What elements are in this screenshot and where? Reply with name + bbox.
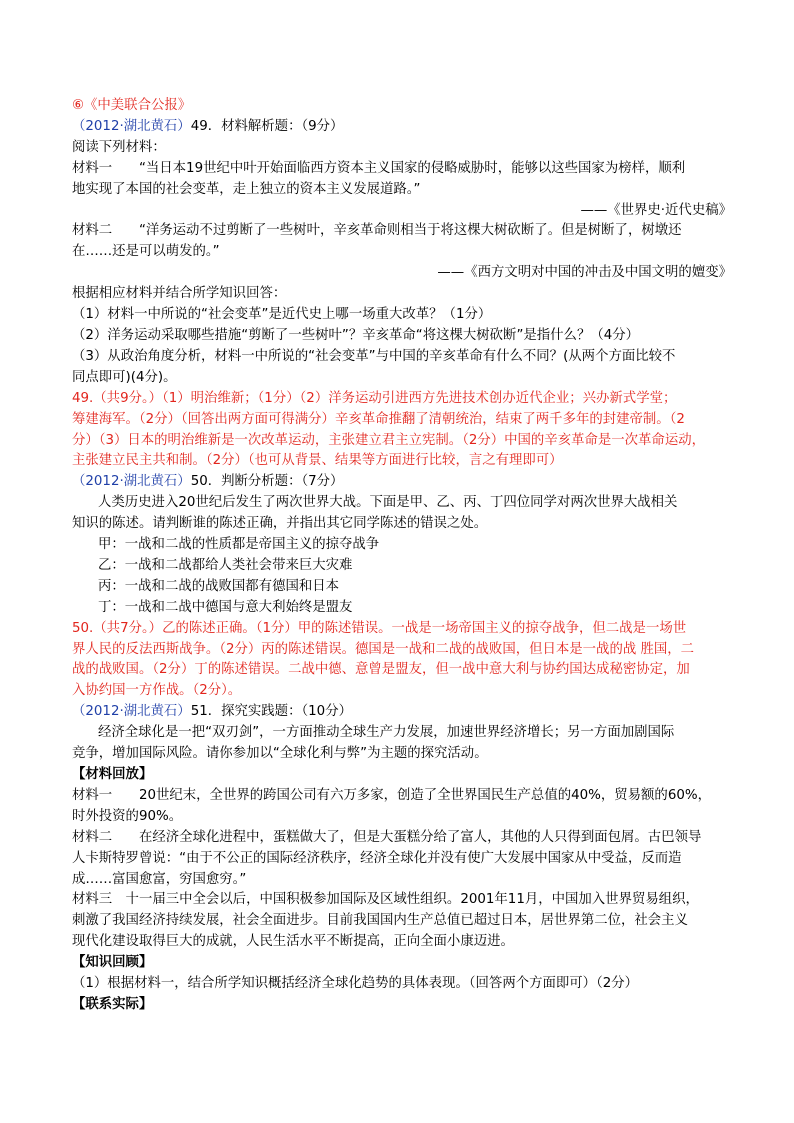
q51-stem-line2: 竞争，增加国际风险。请你参加以“全球化利与弊”为主题的探究活动。: [72, 746, 488, 762]
q49-material2-citation: ——《西方文明对中国的冲击及中国文明的嬗变》: [437, 265, 732, 281]
q49-subquestion-3-line1: （3）从政治角度分析，材料一中所说的“社会变革”与中国的辛亥革命有什么不同？(从两个方面比较不: [72, 348, 676, 364]
q50-title: 50．判断分析题：（7分）: [190, 474, 344, 490]
q49-source: （2012·湖北黄石）: [72, 118, 191, 134]
q50-answer-line4: 入协约国一方作战。（2分）。: [72, 683, 242, 699]
q50-source: （2012·湖北黄石）: [72, 474, 191, 490]
q49-material1-line1: 材料一 “当日本19世纪中叶开始面临西方资本主义国家的侵略威胁时，能够以这些国家为榜样，顺利: [72, 160, 686, 176]
q51-knowledge-question-1: （1）根据材料一，结合所学知识概括经济全球化趋势的具体表现。（回答两个方面即可）（2分）: [72, 976, 639, 992]
document-page: [72, 96, 732, 1016]
q51-material1-line2: 时外投资的90%。: [72, 808, 183, 824]
q51-heading-material: 【材料回放】: [72, 767, 153, 782]
q50-answer-line2: 界人民的反法西斯战争。（2分）丙的陈述错误。德国是一战和二战的战败国，但日本是一战的战 胜国，二: [72, 641, 695, 657]
q50-stem-line1: 人类历史进入20世纪后发生了两次世界大战。下面是甲、乙、丙、丁四位同学对两次世界大战相关: [98, 495, 678, 511]
q49-subquestion-1: （1）材料一中所说的“社会变革”是近代史上哪一场重大改革？（1分）: [72, 307, 492, 323]
q51-material3-line3: 现代化建设取得巨大的成就，人民生活水平不断提高，正向全面小康迈进。: [72, 934, 514, 950]
q51-heading-practice: 【联系实际】: [72, 996, 153, 1012]
q51-material2-line1: 材料二 在经济全球化进程中，蛋糕做大了，但是大蛋糕分给了富人，其他的人只得到面包屑。古巴领导: [72, 829, 702, 845]
q50-answer-line1: 50.（共7分。）乙的陈述正确。（1分）甲的陈述错误。一战是一场帝国主义的掠夺战争，但二战是一场世: [72, 620, 687, 636]
q51-material3-line1: 材料三 十一届三中全会以后，中国积极参加国际及区域性组织。2001年11月，中国加入世界贸易组织，: [72, 892, 699, 908]
q50-statement-jia: 甲：一战和二战的性质都是帝国主义的掠夺战争: [98, 537, 380, 553]
q49-material1-line2: 地实现了本国的社会变革，走上独立的资本主义发展道路。”: [72, 181, 421, 197]
q49-answer-line3: 分）（3）日本的明治维新是一次改革运动，主张建立君主立宪制。（2分）中国的辛亥革命是一次革命运动，: [72, 432, 705, 448]
q49-answer-line4: 主张建立民主共和制。（2分）（也可从背景、结果等方面进行比较，言之有理即可）: [72, 453, 563, 469]
q49-subquestion-2: （2）洋务运动采取哪些措施“剪断了一些树叶”？辛亥革命“将这棵大树砍断”是指什么？（4分）: [72, 327, 640, 343]
q51-title: 51．探究实践题：（10分）: [190, 704, 352, 720]
q49-subquestion-3-line2: 同点即可)(4分)。: [72, 369, 177, 385]
q49-prompt: 根据相应材料并结合所学知识回答：: [72, 286, 287, 302]
q51-material3-line2: 刺激了我国经济持续发展，社会全面进步。目前我国国内生产总值已超过日本，居世界第二位，社会主义: [72, 913, 688, 929]
q49-title: 49．材料解析题：（9分）: [190, 118, 344, 134]
section-title: ⑥《中美联合公报》: [72, 98, 192, 113]
q51-material2-line2: 人卡斯特罗曾说：“由于不公正的国际经济秩序，经济全球化并没有使广大发展中国家从中受益，反而造: [72, 850, 682, 866]
q51-header: [72, 702, 732, 723]
q49-material2-line2: 在……还是可以萌发的。”: [72, 244, 220, 260]
q49-material2-line1: 材料二 “洋务运动不过剪断了一些树叶，辛亥革命则相当于将这棵大树砍断了。但是树断了，树墩还: [72, 223, 682, 239]
q50-stem-line2: 知识的陈述。请判断谁的陈述正确，并指出其它同学陈述的错误之处。: [72, 516, 488, 532]
q51-stem-line1: 经济全球化是一把“双刃剑”，一方面推动全球生产力发展，加速世界经济增长；另一方面加剧国际: [98, 725, 675, 741]
q50-header: [72, 472, 732, 493]
q51-heading-knowledge: 【知识回顾】: [72, 955, 153, 971]
q49-intro: 阅读下列材料：: [72, 139, 166, 155]
q51-source: （2012·湖北黄石）: [72, 704, 191, 720]
q51-material2-line3: 成……富国愈富，穷国愈穷。”: [72, 871, 247, 887]
q49-material1-citation: ——《世界史·近代史稿》: [580, 202, 732, 218]
q49-answer-line2: 筹建海军。（2分）（回答出两方面可得满分）辛亥革命推翻了清朝统治，结束了两千多年的封建帝制。（2: [72, 411, 685, 427]
q50-statement-yi: 乙：一战和二战都给人类社会带来巨大灾难: [98, 557, 353, 573]
q50-statement-bing: 丙：一战和二战的战败国都有德国和日本: [98, 578, 340, 594]
q49-answer-line1: 49.（共9分。）（1）明治维新；（1分）（2）洋务运动引进西方先进技术创办近代企业；兴办新式学堂；: [72, 390, 677, 406]
q49-header: [72, 117, 732, 138]
q51-material1-line1: 材料一 20世纪末，全世界的跨国公司有六万多家，创造了全世界国民生产总值的40%，贸易额的60%，: [72, 787, 711, 803]
q50-answer-line3: 战的战败国。（2分）丁的陈述错误。二战中德、意曾是盟友，但一战中意大利与协约国达成秘密协定，加: [72, 662, 690, 678]
q50-statement-ding: 丁：一战和二战中德国与意大利始终是盟友: [98, 599, 353, 615]
